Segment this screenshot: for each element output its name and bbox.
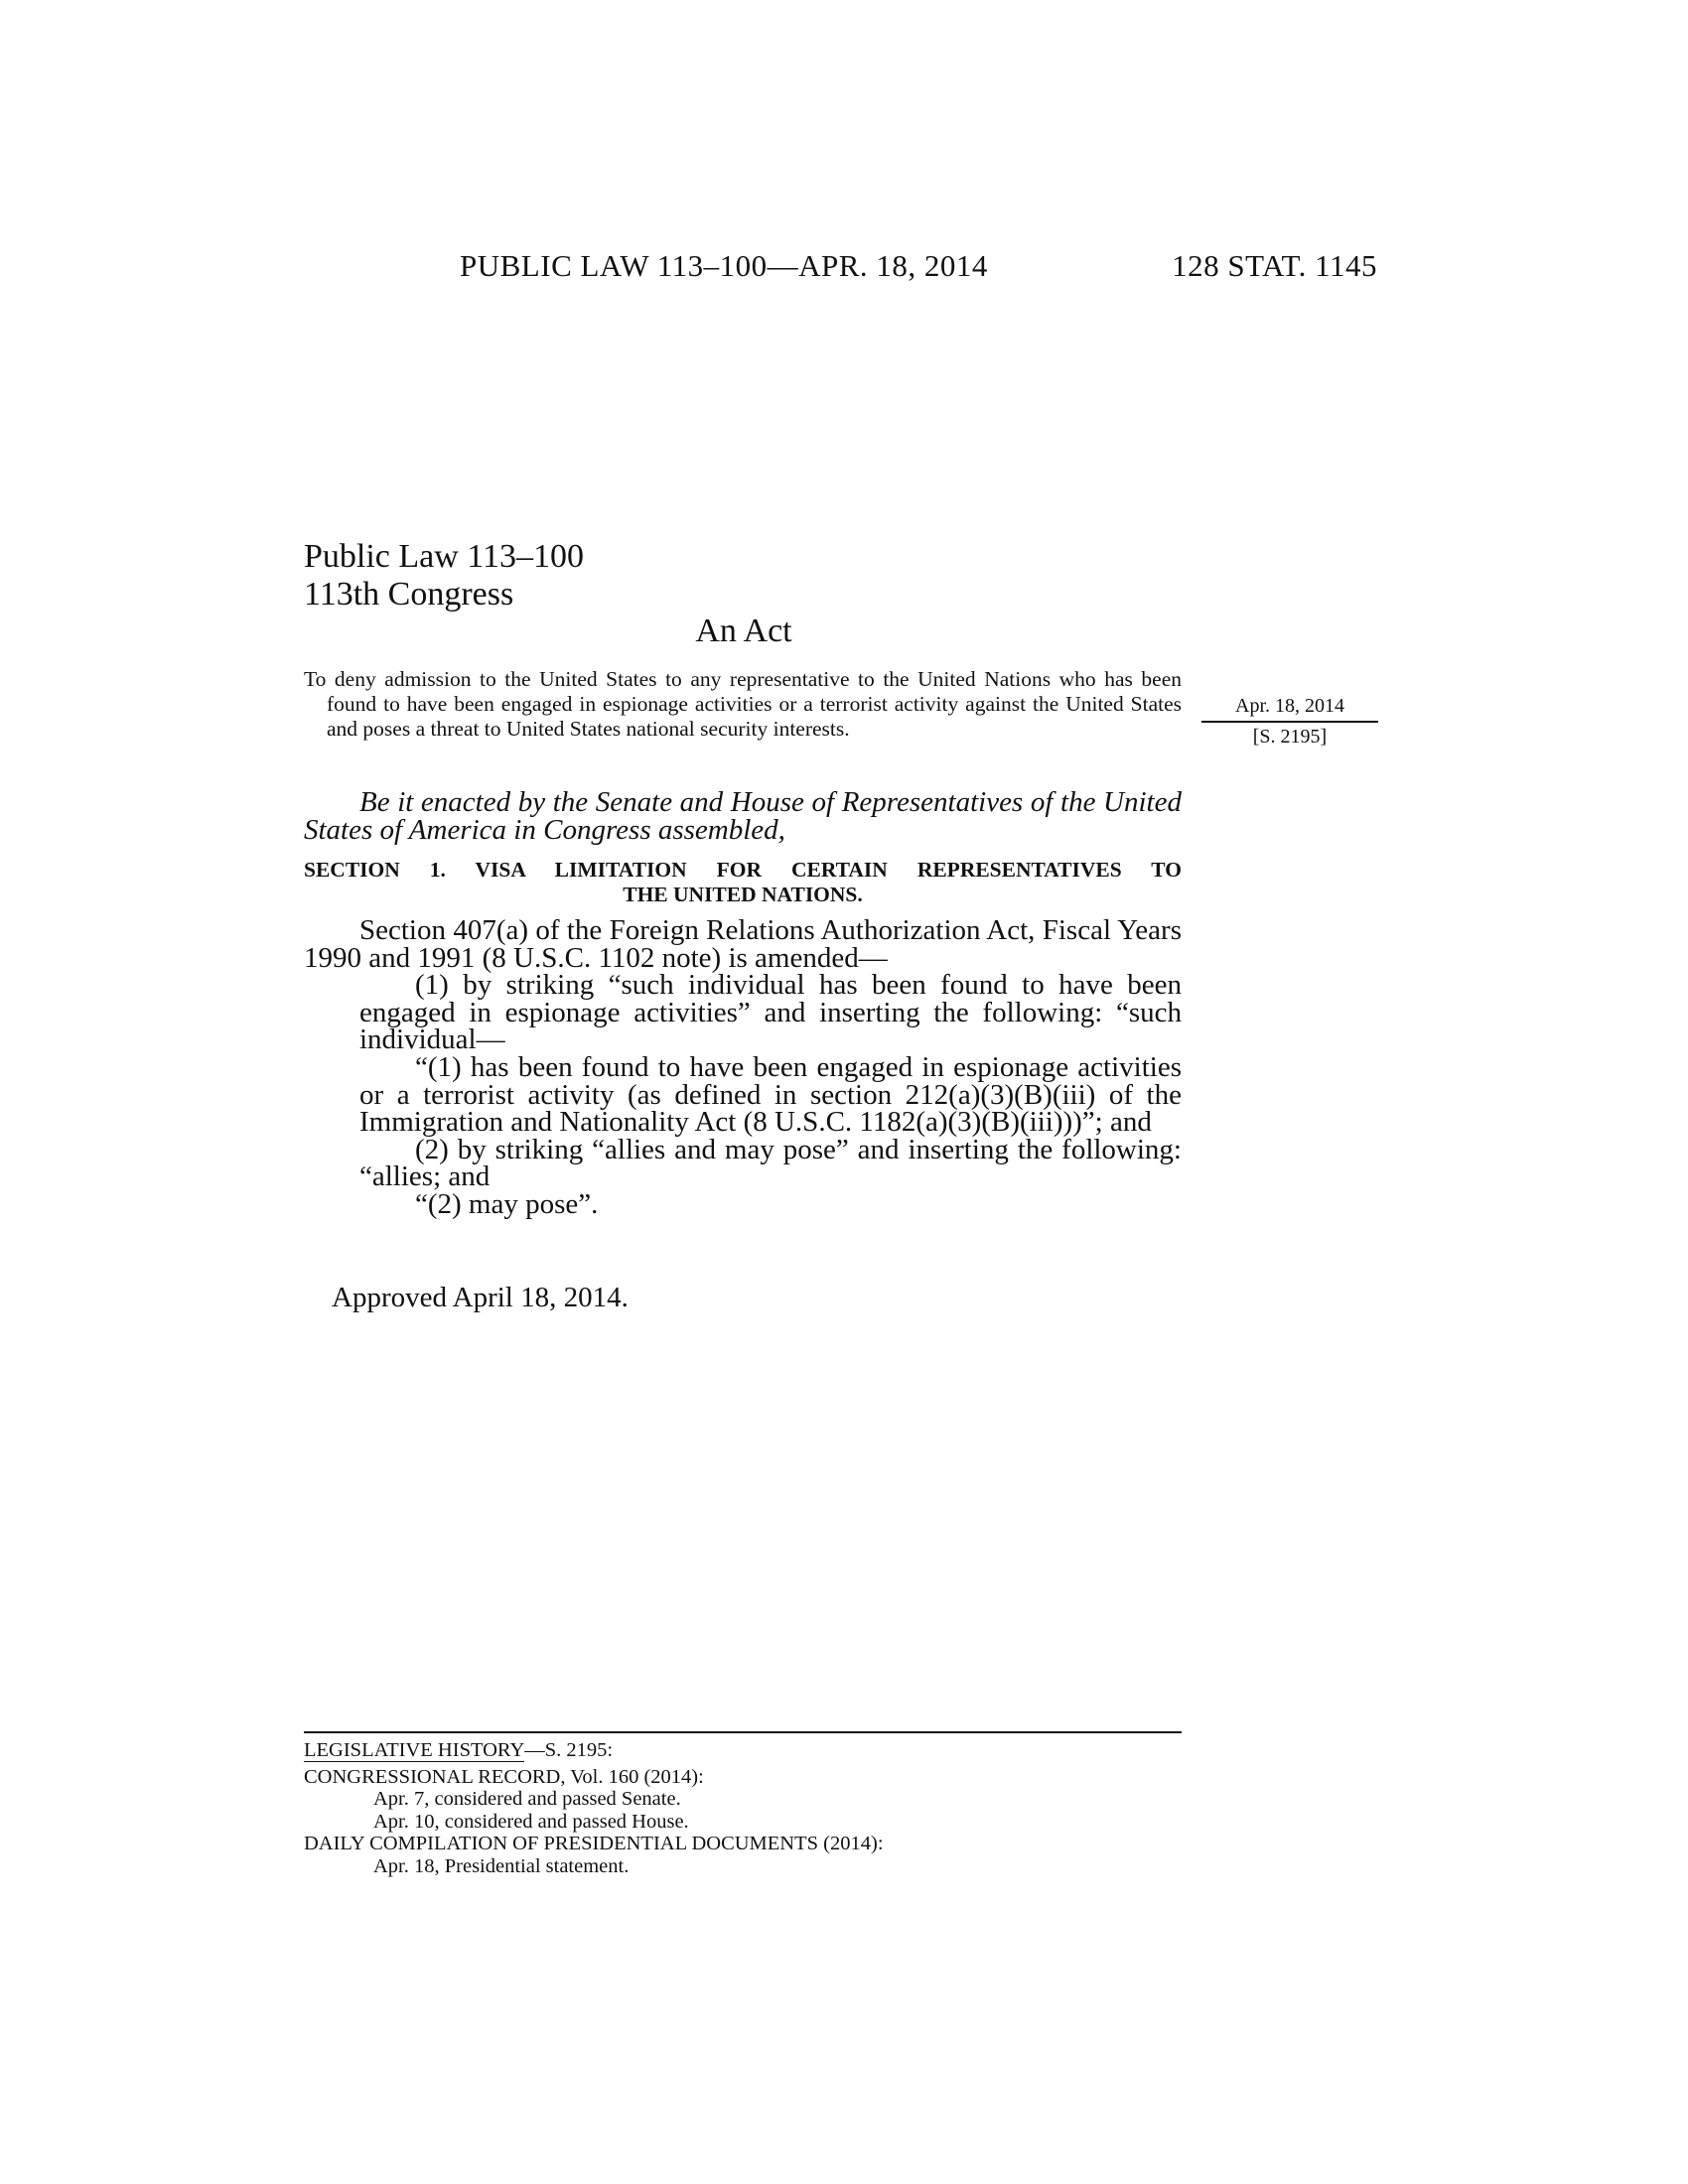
margin-note-date: Apr. 18, 2014 bbox=[1201, 693, 1378, 723]
footnote-divider bbox=[304, 1731, 1182, 1733]
amendment-paragraph-2: (2) by striking “allies and may pose” and inserting the following: “allies; and bbox=[359, 1133, 1182, 1193]
legislative-history-bill: —S. 2195: bbox=[524, 1739, 614, 1761]
statute-page-number: 128 STAT. 1145 bbox=[1172, 248, 1377, 283]
section-body bbox=[304, 914, 1182, 1220]
amendment-paragraph-1: (1) by striking “such individual has been found to have been engaged in espionage activities” and inserting the following: “such individual— bbox=[359, 969, 1182, 1056]
margin-note-bill: [S. 2195] bbox=[1252, 726, 1328, 748]
section-intro: Section 407(a) of the Foreign Relations Authorization Act, Fiscal Years 1990 and 1991 (8 U.S.C. 1102 note) is amended— bbox=[304, 914, 1182, 974]
legislative-history-title bbox=[304, 1739, 1182, 1762]
history-item: Apr. 7, considered and passed Senate. bbox=[373, 1788, 681, 1810]
section-heading: SECTION 1. VISA LIMITATION FOR CERTAIN REPRESENTATIVES TO bbox=[304, 858, 1182, 882]
congress-number: 113th Congress bbox=[304, 576, 514, 613]
legislative-history-label: LEGISLATIVE HISTORY bbox=[304, 1739, 525, 1761]
quoted-paragraph-2: “(2) may pose”. bbox=[415, 1187, 599, 1220]
history-item: Apr. 18, Presidential statement. bbox=[373, 1854, 630, 1877]
margin-note bbox=[1201, 693, 1378, 751]
congressional-record: CONGRESSIONAL RECORD, Vol. 160 (2014): bbox=[304, 1765, 704, 1788]
running-head: PUBLIC LAW 113–100—APR. 18, 2014 bbox=[460, 248, 988, 283]
quoted-paragraph-1: “(1) has been found to have been engaged in espionage activities or a terrorist activity (as defined in section 212(a)(3)(B)(iii) of the Immigration and Nationality Act (8 U.S.C. 1182(a)(3)(B)(iii)))”; and bbox=[359, 1050, 1182, 1139]
public-law-number: Public Law 113–100 bbox=[304, 538, 585, 575]
presidential-documents: DAILY COMPILATION OF PRESIDENTIAL DOCUMENTS (2014): bbox=[304, 1833, 884, 1854]
legislative-history bbox=[304, 1739, 1182, 1877]
enacting-clause: Be it enacted by the Senate and House of Representatives of the United States of America in Congress assembled, bbox=[304, 786, 1182, 846]
act-heading: An Act bbox=[695, 613, 792, 649]
approval-date: Approved April 18, 2014. bbox=[332, 1282, 629, 1313]
act-purpose: To deny admission to the United States to any representative to the United Nations who has been found to have been engaged in espionage activities or a terrorist activity against the United States and poses a threat to United States national security interests. bbox=[304, 667, 1182, 741]
section-heading-continued: THE UNITED NATIONS. bbox=[623, 883, 863, 906]
history-item: Apr. 10, considered and passed House. bbox=[373, 1810, 689, 1833]
